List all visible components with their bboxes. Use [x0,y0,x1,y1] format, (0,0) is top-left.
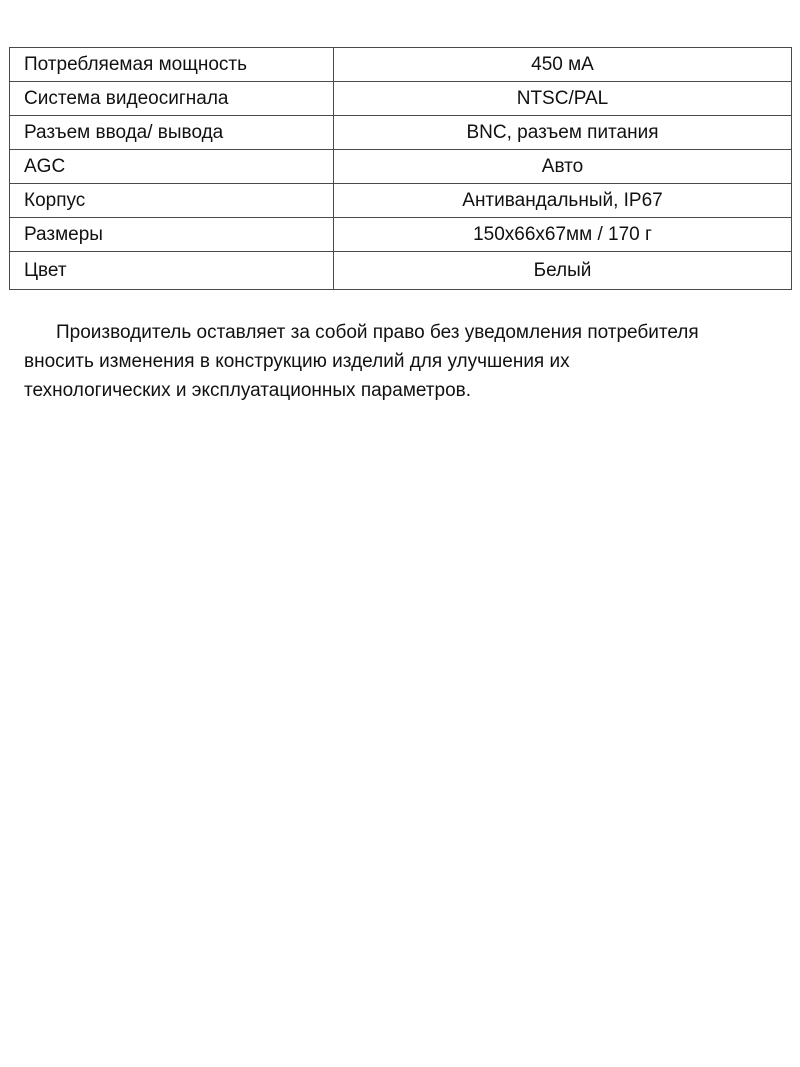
table-row-housing [10,184,792,218]
table-row-agc [10,150,792,184]
spec-label: Система видеосигнала [10,82,334,116]
spec-value: Антивандальный, IP67 [334,184,792,218]
spec-value: Белый [334,252,792,290]
spec-label: Корпус [10,184,334,218]
spec-label: Размеры [10,218,334,252]
table-row-power [10,48,792,82]
spec-table [9,47,792,290]
spec-label: Потребляемая мощность [10,48,334,82]
spec-label: Цвет [10,252,334,290]
spec-label: Разъем ввода/ вывода [10,116,334,150]
spec-value: 450 мА [334,48,792,82]
table-row-dimensions [10,218,792,252]
table-row-color [10,252,792,290]
disclaimer-paragraph: Производитель оставляет за собой право без уведомления потребителя вносить изменения в конструкцию изделий для улучшения их технологических и эксплуатационных параметров. [24,322,699,401]
spec-label: AGC [10,150,334,184]
spec-value: NTSC/PAL [334,82,792,116]
spec-value: BNC, разъем питания [334,116,792,150]
spec-value: 150x66x67мм / 170 г [334,218,792,252]
table-row-connectors [10,116,792,150]
spec-value: Авто [334,150,792,184]
table-row-video-system [10,82,792,116]
